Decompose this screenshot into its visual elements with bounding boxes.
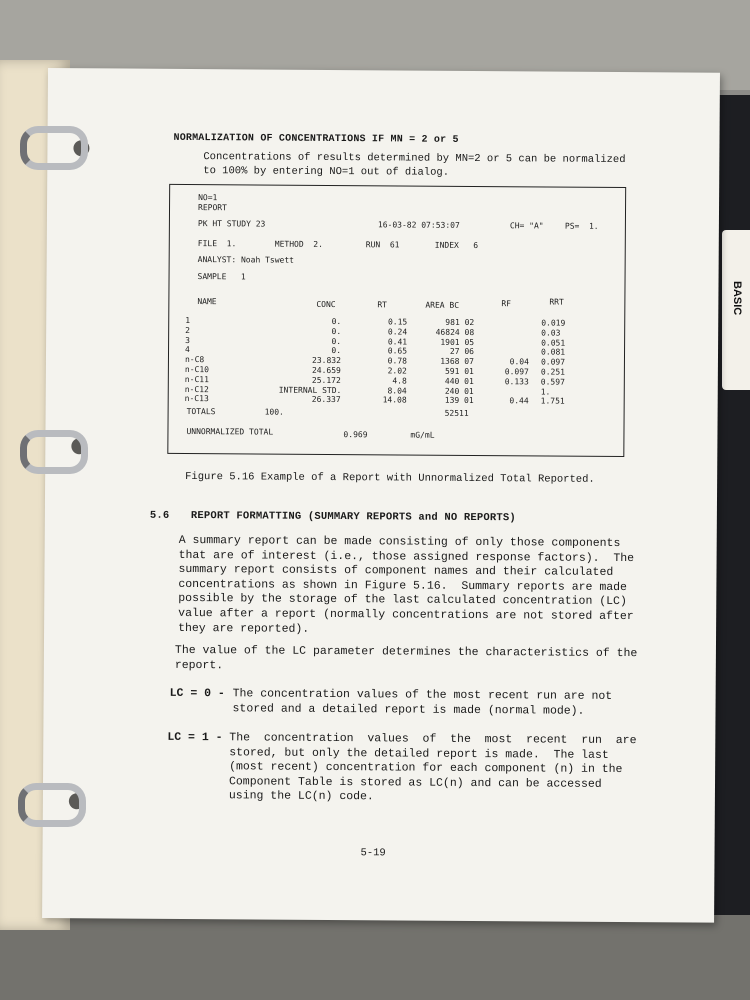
report-cell-conc: 0. xyxy=(331,326,342,336)
report-cell-rt: 14.08 xyxy=(382,395,407,405)
report-cell-rt: 0.24 xyxy=(387,327,408,337)
figure-caption: Figure 5.16 Example of a Report with Unnormalized Total Reported. xyxy=(185,470,595,486)
report-ps: PS= 1. xyxy=(564,221,599,231)
lc0-description xyxy=(232,687,612,719)
col-header-rf: RF xyxy=(501,299,512,309)
section-title: REPORT FORMATTING (SUMMARY REPORTS and NO REPORTS) xyxy=(190,510,516,525)
report-cell-name: 3 xyxy=(185,335,190,345)
text-line: stored, but only the detailed report is made. The last xyxy=(229,745,609,762)
col-header-name: NAME xyxy=(197,297,217,307)
section-tab[interactable] xyxy=(722,230,750,390)
report-cell-rf: 0.097 xyxy=(504,367,529,377)
report-cell-area: 981 02 xyxy=(445,317,475,327)
report-cell-conc: 25.172 xyxy=(311,375,341,385)
report-cell-rt: 0.65 xyxy=(387,346,408,356)
totals-label: TOTALS xyxy=(186,406,216,417)
report-cell-rrt: 1. xyxy=(540,387,551,397)
lc0-label: LC = 0 - xyxy=(169,686,225,701)
text-line: possible by the storage of the last calculated concentration (LC) xyxy=(178,592,627,609)
report-cell-name: n-C11 xyxy=(184,374,209,384)
intro-line: to 100% by entering NO=1 out of dialog. xyxy=(203,165,450,179)
report-cell-rt: 0.15 xyxy=(387,317,408,327)
report-cell-conc: 0. xyxy=(331,346,342,356)
report-cell-area: 1368 07 xyxy=(440,356,474,367)
report-cell-rrt: 0.019 xyxy=(541,318,566,328)
col-header-area-bc: AREA BC xyxy=(425,300,460,310)
text-line: summary report consists of component names and their calculated xyxy=(178,563,614,580)
text-line: (most recent) concentration for each component (n) in the xyxy=(229,760,623,777)
report-cell-area: 27 06 xyxy=(449,347,475,357)
report-title-line: REPORT xyxy=(197,203,227,213)
unnormalized-unit: mG/mL xyxy=(410,430,435,440)
report-cell-name: 4 xyxy=(185,345,190,355)
report-cell-conc: 23.832 xyxy=(312,356,341,366)
report-index: INDEX 6 xyxy=(434,240,479,251)
report-cell-conc: INTERNAL STD. xyxy=(278,385,342,395)
report-sample: SAMPLE 1 xyxy=(197,272,246,282)
page-number: 5-19 xyxy=(360,847,386,860)
report-cell-area: 591 01 xyxy=(444,366,474,376)
report-cell-conc: 26.337 xyxy=(311,395,341,405)
text-line: The value of the LC parameter determines the characteristics of the xyxy=(174,643,638,661)
report-channel: CH= "A" xyxy=(509,221,544,231)
report-cell-conc: 0. xyxy=(331,316,342,327)
document-page xyxy=(42,68,720,923)
report-cell-name: n-C12 xyxy=(184,384,209,394)
col-header-conc: CONC xyxy=(316,299,336,310)
report-cell-area: 240 01 xyxy=(444,386,474,396)
unnormalized-label: UNNORMALIZED TOTAL xyxy=(186,426,274,437)
text-line: concentrations as shown in Figure 5.16. Summary reports are made xyxy=(178,577,628,594)
report-file: FILE 1. xyxy=(197,239,237,249)
text-line: that are of interest (i.e., those assigned response factors). The xyxy=(178,548,635,565)
report-cell-rt: 4.8 xyxy=(392,376,407,386)
binder-ring xyxy=(18,783,86,827)
report-cell-rrt: 0.051 xyxy=(541,338,566,348)
report-cell-area: 1901 05 xyxy=(440,337,475,347)
intro-line: Concentrations of results determined by MN=2 or 5 can be normalized xyxy=(203,151,626,167)
text-line: Component Table is stored as LC(n) and can be accessed xyxy=(228,775,602,791)
lc1-label: LC = 1 - xyxy=(167,730,223,745)
report-cell-name: n-C13 xyxy=(184,394,209,404)
text-line: The concentration values of the most recent run are not xyxy=(232,687,613,703)
report-cell-rrt: 0.03 xyxy=(541,328,561,338)
paragraph-summary xyxy=(178,534,634,639)
binder-ring xyxy=(20,126,88,170)
report-cell-name: 1 xyxy=(185,315,191,325)
report-cell-rrt: 0.597 xyxy=(540,377,565,387)
report-cell-area: 139 01 xyxy=(444,396,474,406)
totals-area: 52511 xyxy=(444,408,469,418)
text-line: using the LC(n) code. xyxy=(228,789,374,804)
report-cell-rf: 0.04 xyxy=(509,357,529,367)
totals-conc: 100. xyxy=(264,407,284,417)
text-line: A summary report can be made consisting of only those components xyxy=(178,533,621,551)
report-cell-rf: 0.133 xyxy=(504,376,529,387)
binder-ring xyxy=(20,430,88,474)
section-tab-label: BASIC xyxy=(731,281,743,316)
report-printout xyxy=(167,184,626,457)
report-cell-area: 46824 08 xyxy=(435,327,475,337)
text-line: The concentration values of the most recent run are xyxy=(229,731,637,748)
report-cell-rf: 0.44 xyxy=(509,396,529,406)
section-heading: NORMALIZATION OF CONCENTRATIONS IF MN = 2 or 5 xyxy=(173,132,459,146)
report-cell-conc: 24.659 xyxy=(311,365,341,376)
report-cell-rt: 8.04 xyxy=(387,385,407,396)
text-line: value after a report (normally concentrations are not stored after xyxy=(178,606,634,624)
text-line: they are reported). xyxy=(178,621,310,636)
report-cell-name: n-C10 xyxy=(184,364,210,375)
section-number: 5.6 xyxy=(149,509,170,522)
report-datetime: 16-03-82 07:53:07 xyxy=(377,220,460,230)
report-run: RUN 61 xyxy=(365,240,400,250)
col-header-rrt: RRT xyxy=(549,297,564,307)
paragraph-lc xyxy=(175,644,638,676)
report-cell-rt: 0.78 xyxy=(387,356,407,366)
report-analyst: ANALYST: Noah Tswett xyxy=(197,255,295,265)
report-cell-rrt: 0.251 xyxy=(540,367,566,377)
report-no-line: NO=1 xyxy=(198,193,218,203)
report-cell-rt: 2.02 xyxy=(387,366,407,376)
text-line: stored and a detailed report is made (normal mode). xyxy=(232,701,585,718)
text-line: report. xyxy=(174,658,224,672)
report-study: PK HT STUDY 23 xyxy=(197,219,266,229)
report-cell-name: n-C8 xyxy=(184,355,205,365)
report-cell-area: 440 01 xyxy=(444,376,474,386)
report-cell-rrt: 0.081 xyxy=(540,347,566,358)
col-header-rt: RT xyxy=(377,300,388,310)
report-cell-rrt: 0.097 xyxy=(540,357,566,367)
unnormalized-value: 0.969 xyxy=(343,430,368,440)
report-cell-rt: 0.41 xyxy=(387,336,408,347)
report-method: METHOD 2. xyxy=(274,239,323,249)
report-cell-name: 2 xyxy=(185,325,191,335)
report-cell-conc: 0. xyxy=(331,336,342,346)
lc1-description xyxy=(229,731,637,807)
report-cell-rrt: 1.751 xyxy=(540,396,565,407)
